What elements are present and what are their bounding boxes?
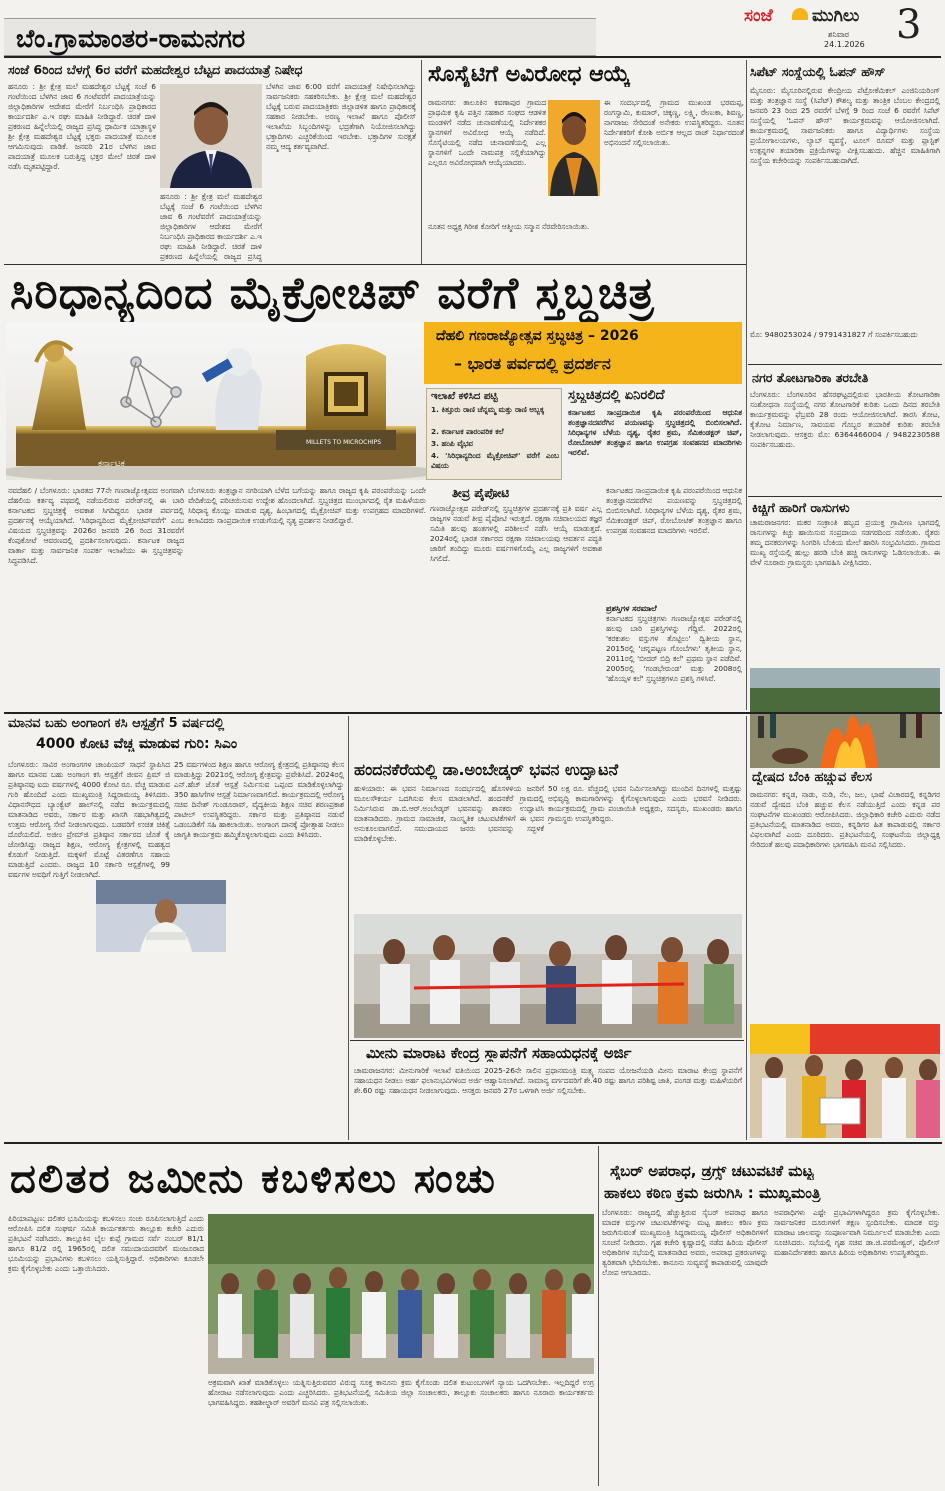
protest-photo <box>750 1024 940 1138</box>
society-tail: ನೂತನ ಅಧ್ಯಕ್ಷ ಗಿರೀಶ ಕೋರಿಗೆ ಆತ್ಮೀಯ ಸನ್ಮಾನ ನೆರವೇರಿಸಲಾಯಿತು. <box>428 222 590 231</box>
tableau-photo <box>6 322 430 480</box>
dalit-headline: ದಲಿತರ ಜಮೀನು ಕಬಳಿಸಲು ಸಂಚು <box>10 1156 497 1202</box>
officer-photo <box>160 84 262 188</box>
padayatra-body-under-photo: ಹನೂರು : ಶ್ರೀ ಕ್ಷೇತ್ರ ಮಲೆ ಮಹದೇಶ್ವರ ಬೆಟ್ಟಕ್ಕೆ ಸಂಜೆ 6 ಗಂಟೆಯಿಂದ ಬೆಳಗಿನ ಜಾವ 6 ಗಂಟೆವರೆಗೆ ಪಾದಯಾತ್ರೆಯನ್ನು ಜಿಲ್ಲಾಧಿಕಾರಿಗಳ ಆದೇಶದ ಮೇರೆಗೆ ನಿರ್ಬಂಧಿಸಿ ಪ್ರಾಧಿಕಾರದ ಕಾರ್ಯದರ್ಶಿ ಎ.ಇ ರಘು ಮಾಹಿತಿ ನೀಡಿದ್ದಾರೆ. ಚಿರತೆ ದಾಳಿ ಪ್ರಕರಣದ ಹಿನ್ನೆಲೆಯಲ್ಲಿ ರಾಜ್ಯದ ಪ್ರಸಿದ್ಧ <box>160 192 262 261</box>
ambedkar-headline: ಹಂದನಕೆರೆಯಲ್ಲಿ ಡಾ.ಅಂಬೇಡ್ಕರ್ ಭವನ ಉದ್ಘಾಟನೆ <box>354 760 619 779</box>
padayatra-body-left: ಹನೂರು : ಶ್ರೀ ಕ್ಷೇತ್ರ ಮಲೆ ಮಹದೇಶ್ವರ ಬೆಟ್ಟಕ್ಕೆ ಸಂಜೆ 6 ಗಂಟೆಯಿಂದ ಬೆಳಗಿನ ಜಾವ 6 ಗಂಟೆವರೆಗೆ ಪಾದಯಾತ್ರೆಯನ್ನು ಜಿಲ್ಲಾಧಿಕಾರಿಗಳ ಆದೇಶದ ಮೇರೆಗೆ ನಿರ್ಬಂಧಿಸಿ ಪ್ರಾಧಿಕಾರದ ಕಾರ್ಯದರ್ಶಿ ಎ.ಇ ರಘು ಮಾಹಿತಿ ನೀಡಿದ್ದಾರೆ. ಚಿರತೆ ದಾಳಿ ಪ್ರಕರಣದ ಹಿನ್ನೆಲೆಯಲ್ಲಿ ರಾಜ್ಯದ ಪ್ರಸಿದ್ಧ ಧಾರ್ಮಿಕ ಯಾತ್ರಾಸ್ಥಳ ಶ್ರೀ ಕ್ಷೇತ್ರ ಮಹದೇಶ್ವರ ಬೆಟ್ಟಕ್ಕೆ ಭಕ್ತರು ಪಾದಯಾತ್ರೆ ಮೂಲಕ ಆಗಮಿಸುವುದು ವಾಡಿಕೆ. ಜನವರಿ 21ರ ಬೆಳಗಿನ ಜಾವ ಪಾದಯಾತ್ರೆ ಮೂಲಕ ಬರುತ್ತಿದ್ದ ಭಕ್ತರ ಮೇಲೆ ಚಿರತೆ ದಾಳಿ ನಡೆಸಿ ಮೃತಪಟ್ಟಿದ್ದಾರೆ. <box>8 82 156 171</box>
issue-day: ಶನಿವಾರ <box>828 30 850 39</box>
fire-body: ಚಾಮರಾಜನಗರ: ಮಕರ ಸಂಕ್ರಾಂತಿ ಹಬ್ಬದ ಪ್ರಯುಕ್ತ ಗ್ರಾಮೀಣ ಭಾಗದಲ್ಲಿ ರಾಸುಗಳನ್ನು ಕಿಚ್ಚು ಹಾಯಿಸುವ ಸಂಪ್ರದಾಯ ಸಡಗರದಿಂದ ನಡೆಯಿತು. ರೈತರು ತಮ್ಮ ದನಕರುಗಳನ್ನು ಸಿಂಗರಿಸಿ ಬೆಂಕಿಯ ಮೇಲೆ ಹಾರಿಸಿ ಸಂಭ್ರಮಿಸಿದರು. ಗ್ರಾಮದ ಮುಖ್ಯ ರಸ್ತೆಯಲ್ಲಿ ಹುಲ್ಲು ಹರಡಿ ಬೆಂಕಿ ಹಚ್ಚಿ ರಾಸುಗಳನ್ನು ಓಡಿಸಲಾಯಿತು. ಈ ವೇಳೆ ನೂರಾರು ಗ್ರಾಮಸ್ಥರು ಭಾಗವಹಿಸಿ ವೀಕ್ಷಿಸಿದರು. <box>750 518 940 567</box>
list-item-4: 4. 'ಸಿರಿಧಾನ್ಯದಿಂದ ಮೈಕ್ರೋಚಿಪ್' ವರೆಗೆ ಎಂಬ ವಿಷಯ <box>431 451 559 470</box>
padayatra-headline: ಸಂಜೆ 6ರಿಂದ ಬೆಳಗ್ಗೆ 6ರ ವರೆಗೆ ಮಹದೇಶ್ವರ ಬೆಟ್ಟದ ಪಾದಯಾತ್ರೆ ನಿಷೇಧ <box>8 62 303 77</box>
feature-title: ಸ್ತಬ್ಧಚಿತ್ರದಲ್ಲಿ ಏನಿರಲಿದೆ <box>568 388 665 403</box>
organ-headline-2: 4000 ಕೋಟಿ ವೆಚ್ಚ ಮಾಡುವ ಗುರಿ: ಸಿಎಂ <box>36 736 238 752</box>
horti-headline: ನಗರ ತೋಟಗಾರಿಕಾ ತರಬೇತಿ <box>752 370 869 385</box>
fish-headline: ಮೀನು ಮಾರಾಟ ಕೇಂದ್ರ ಸ್ಥಾಪನೆಗೆ ಸಹಾಯಧನಕ್ಕೆ ಅರ್ಜಿ <box>366 1044 632 1062</box>
ribbon-line-1: ದೆಹಲಿ ಗಣರಾಜ್ಯೋತ್ಸವ ಸ್ತಬ್ಧಚಿತ್ರ – 2026 <box>436 328 639 344</box>
padayatra-body-right: ಬೆಳಗಿನ ಜಾವ 6:00 ವರೆಗೆ ಪಾದಯಾತ್ರೆ ನಿಷೇಧಿಸಲಾಗಿದ್ದು ಸಾರ್ವಜನಿಕರು ಸಹಕರಿಸಬೇಕು. ಶ್ರೀ ಕ್ಷೇತ್ರ ಮಲೆ ಮಹದೇಶ್ವರ ಬೆಟ್ಟಕ್ಕೆ ಬರುವ ಪಾದಯಾತ್ರಿಕರು ಜಿಲ್ಲಾಡಳಿತ ಹಾಗೂ ಪ್ರಾಧಿಕಾರಕ್ಕೆ ಸಹಕಾರ ನೀಡಬೇಕು. ಅರಣ್ಯ ಇಲಾಖೆ ಹಾಗೂ ಪೊಲೀಸ್ ಇಲಾಖೆಯ ಸಿಬ್ಬಂದಿಗಳನ್ನು ಭದ್ರತೆಗಾಗಿ ನಿಯೋಜಿಸಲಾಗಿದ್ದು ಭಕ್ತಾದಿಗಳು ಎಚ್ಚರಿಕೆಯಿಂದ ಇರಬೇಕು. ಭಕ್ತಾದಿಗಳ ಸುರಕ್ಷತೆ ನಮ್ಮ ಆದ್ಯ ಕರ್ತವ್ಯವಾಗಿದೆ. <box>266 82 416 151</box>
tableau-col2: ಬೆಂಗಳೂರು ತಂತ್ರಜ್ಞಾನ ನಗರಿಯಾಗಿ ಬೆಳೆದ ಬಗೆಯನ್ನು ಹಾಗೂ ರಾಜ್ಯದ ಕೃಷಿ ಪರಂಪರೆಯನ್ನು ಒಂದೇ ವೇದಿಕೆಯಲ್ಲಿ ಪರಿಚಯಿಸುವ ಉದ್ದೇಶ ಹೊಂದಲಾಗಿದೆ. ಸ್ತಬ್ಧಚಿತ್ರದ ಮುಂಭಾಗದಲ್ಲಿ ರೈತ ಮಹಿಳೆಯರು ಸಿರಿಧಾನ್ಯ ಕೊಯ್ಲು ಮಾಡುವ ದೃಶ್ಯ, ಹಿಂಭಾಗದಲ್ಲಿ ಮೈಕ್ರೋಚಿಪ್ ಮತ್ತು ಉಪಗ್ರಹದ ಮಾದರಿಗಳಿವೆ. ಕಲಾವಿದರು ಸಾಂಪ್ರದಾಯಿಕ ಉಡುಗೆಯಲ್ಲಿ ನೃತ್ಯ ಪ್ರದರ್ಶನ ನೀಡಲಿದ್ದಾರೆ. <box>188 486 426 525</box>
brand-sanje: ಸಂಜೆ <box>744 6 773 26</box>
fish-body: ಚಾಮರಾಜನಗರ: ಮೀನುಗಾರಿಕೆ ಇಲಾಖೆ ವತಿಯಿಂದ 2025-26ನೇ ಸಾಲಿನ ಪ್ರಧಾನಮಂತ್ರಿ ಮತ್ಸ್ಯ ಸಂಪದ ಯೋಜನೆಯಡಿ ಮೀನು ಮಾರಾಟ ಕೇಂದ್ರ ಸ್ಥಾಪನೆಗೆ ಸಹಾಯಧನ ನೀಡಲು ಅರ್ಹ ಫಲಾನುಭವಿಗಳಿಂದ ಅರ್ಜಿ ಆಹ್ವಾನಿಸಲಾಗಿದೆ. ಸಾಮಾನ್ಯ ವರ್ಗದವರಿಗೆ ಶೇ.40 ರಷ್ಟು ಹಾಗೂ ಪರಿಶಿಷ್ಟ ಜಾತಿ, ಪಂಗಡ ಮತ್ತು ಮಹಿಳೆಯರಿಗೆ ಶೇ.60 ರಷ್ಟು ಸಹಾಯಧನ ನೀಡಲಾಗುವುದು. ಆಸಕ್ತರು ಜನವರಿ 27ರ ಒಳಗಾಗಿ ಅರ್ಜಿ ಸಲ್ಲಿಸಬೇಕು. <box>354 1066 742 1095</box>
section-bar <box>4 18 596 56</box>
society-body-left: ರಾಮನಗರ: ತಾಲೂಕಿನ ಕವಣಾಪುರ ಗ್ರಾಮದ ಪ್ರಾಥಮಿಕ ಕೃಷಿ ಪತ್ತಿನ ಸಹಕಾರ ಸಂಘದ ಆಡಳಿತ ಮಂಡಳಿಗೆ ನಡೆದ ಚುನಾವಣೆಯಲ್ಲಿ ನಿರ್ದೇಶಕರ ಸ್ಥಾನಗಳಿಗೆ ಅವಿರೋಧ ಆಯ್ಕೆ ನಡೆದಿದೆ. ಸೊಸೈಟಿಯಲ್ಲಿ ನಡೆದ ಚುನಾವಣೆಯಲ್ಲಿ ಎಲ್ಲ ಸ್ಥಾನಗಳಿಗೆ ಒಂದೇ ನಾಮಪತ್ರ ಸಲ್ಲಿಕೆಯಾಗಿದ್ದು ಎಲ್ಲರೂ ಅವಿರೋಧವಾಗಿ ಆಯ್ಕೆಯಾದರು. <box>428 98 546 167</box>
cyber-body2: ಅಪರಾಧಿಗಳು ಎಷ್ಟೇ ಪ್ರಭಾವಿಗಳಾಗಿದ್ದರೂ ಕ್ರಮ ಕೈಗೊಳ್ಳಬೇಕು. ಸಾರ್ವಜನಿಕರ ದೂರುಗಳಿಗೆ ತಕ್ಷಣ ಸ್ಪಂದಿಸಬೇಕು. ಮಾದಕ ವಸ್ತು ಮಾರಾಟ ಜಾಲವನ್ನು ಸಂಪೂರ್ಣವಾಗಿ ನಿರ್ಮೂಲನೆ ಮಾಡಬೇಕು ಎಂದು ಸೂಚಿಸಿದರು. ಸಭೆಯಲ್ಲಿ ಗೃಹ ಸಚಿವ ಡಾ.ಜಿ.ಪರಮೇಶ್ವರ್, ಪೊಲೀಸ್ ಮಹಾನಿರ್ದೇಶಕರು ಹಾಗೂ ಹಿರಿಯ ಅಧಿಕಾರಿಗಳು ಉಪಸ್ಥಿತರಿದ್ದರು. <box>774 1208 940 1257</box>
issue-date: 24.1.2026 <box>824 40 865 49</box>
openhouse-phone: ಮೊ: 9480253024 / 9791431827 ಗೆ ಸಂಪರ್ಕಿಸಬಹುದು <box>750 330 918 339</box>
tableau-col4: ಕರ್ನಾಟಕದ ಸ್ತಬ್ಧಚಿತ್ರಗಳು ಗಣರಾಜ್ಯೋತ್ಸವ ಪರೇಡ್‌ನಲ್ಲಿ ಹಲವು ಬಾರಿ ಪ್ರಶಸ್ತಿಗಳನ್ನು ಗೆದ್ದಿವೆ. 2022ರಲ್ಲಿ 'ಕರಕುಶಲ ವಸ್ತುಗಳ ತೊಟ್ಟಿಲು' ದ್ವಿತೀಯ ಸ್ಥಾನ, 2015ರಲ್ಲಿ 'ಚನ್ನಪಟ್ಟಣ ಗೊಂಬೆಗಳು' ತೃತೀಯ ಸ್ಥಾನ, 2011ರಲ್ಲಿ 'ಬೀದರ್ ಬಿದ್ರಿ ಕಲೆ' ಪ್ರಥಮ ಸ್ಥಾನ ಪಡೆದಿವೆ. 2005ರಲ್ಲಿ 'ಗಂಡಭೇರುಂಡ' ಮತ್ತು 2008ರಲ್ಲಿ 'ಹೊಯ್ಸಳ ಕಲೆ' ಸ್ತಬ್ಧಚಿತ್ರಗಳೂ ಪ್ರಶಸ್ತಿ ಗಳಿಸಿವೆ. <box>606 614 742 683</box>
brand-mugilu: ಮುಗಿಲು <box>812 6 860 26</box>
organ-body: ಬೆಂಗಳೂರು: ಸಾವಿರ ಅಂಗಾಂಗಗಳ ಚಾಂಪಿಯನ್ ಸಾಧನೆ ಸ್ಥಾಪಿಸಿದ ಹಾಗೂ ಮಾನವ ಬಹು ಅಂಗಾಂಗ ಕಸಿ ಆಸ್ಪತ್ರೆಗೆ ಜೀವನ ಪ್ರಿಮ್ ಜಿ ಪ್ರತಿಷ್ಠಾನವು ಐದು ವರ್ಷಗಳಲ್ಲಿ 4000 ಕೋಟಿ ರೂ. ವೆಚ್ಚ ಮಾಡುವ ಗುರಿ ಹೊಂದಿದೆ ಎಂದು ಮುಖ್ಯಮಂತ್ರಿ ಸಿದ್ದರಾಮಯ್ಯ ತಿಳಿಸಿದರು. ವಿಧಾನಸೌಧದ ಬ್ಯಾಂಕ್ವೆಟ್ ಹಾಲ್‌ನಲ್ಲಿ ನಡೆದ ಕಾರ್ಯಕ್ರಮದಲ್ಲಿ ಮಾತನಾಡಿದ ಅವರು, ಸರ್ಕಾರ ಮತ್ತು ಖಾಸಗಿ ಸಹಭಾಗಿತ್ವದಲ್ಲಿ ಉತ್ತಮ ಆರೋಗ್ಯ ಸೇವೆ ನೀಡಲಾಗುವುದು. ಬಡವರಿಗೆ ಉಚಿತ ಚಿಕಿತ್ಸೆ ದೊರೆಯಲಿದೆ. ಅಜೀಂ ಪ್ರೇಮ್‌ಜಿ ಪ್ರತಿಷ್ಠಾನ ಸರ್ಕಾರದ ಜೊತೆ ಕೈ ಜೋಡಿಸಿದ್ದು ರಾಜ್ಯದ ಶಿಕ್ಷಣ, ಆರೋಗ್ಯ ಕ್ಷೇತ್ರಗಳಲ್ಲಿ ಮಹತ್ವದ ಕೊಡುಗೆ ನೀಡುತ್ತಿದೆ. ಮಕ್ಕಳಿಗೆ ಮೊಟ್ಟೆ ವಿತರಣೆಗೂ ಸಹಾಯ ಮಾಡುತ್ತಿದೆ ಎಂದರು. ರಾಜ್ಯದ 10 ಸರ್ಕಾರಿ ಆಸ್ಪತ್ರೆಗಳಲ್ಲಿ 99 ವರ್ಷಗಳ ಅವಧಿಗೆ ಗುತ್ತಿಗೆ ನೀಡಲಾಗಿದೆ. <box>8 760 170 879</box>
openhouse-body: ಮೈಸೂರು: ಮೈಸೂರಿನಲ್ಲಿರುವ ಕೇಂದ್ರೀಯ ಪೆಟ್ರೋಕೆಮಿಕಲ್ ಎಂಜಿನಿಯರಿಂಗ್ ಮತ್ತು ತಂತ್ರಜ್ಞಾನ ಸಂಸ್ಥೆ (ಸಿಪೆಟ್) ಕೌಶಲ್ಯ ಮತ್ತು ತಾಂತ್ರಿಕ ಬೆಂಬಲ ಕೇಂದ್ರದಲ್ಲಿ ಜನವರಿ 23 ರಿಂದ 25 ರವರೆಗೆ ಬೆಳಗ್ಗೆ 9 ರಿಂದ ಸಂಜೆ 6 ರವರೆಗೆ ಸಿಪೆಟ್ ಸಂಸ್ಥೆಯಲ್ಲಿ 'ಓಪನ್ ಹೌಸ್' ಕಾರ್ಯಕ್ರಮವನ್ನು ಆಯೋಜಿಸಲಾಗಿದೆ. ಕಾರ್ಯಕ್ರಮದಲ್ಲಿ ಸಾರ್ವಜನಿಕರು ಹಾಗೂ ವಿದ್ಯಾರ್ಥಿಗಳು ಸಂಸ್ಥೆಯ ಪ್ರಯೋಗಾಲಯಗಳು, ಲ್ಯಾಬ್ ವ್ಯವಸ್ಥೆ, ಟೂಲ್ ರೂಮ್ ಮತ್ತು ಪ್ಲಾಸ್ಟಿಕ್ ಉತ್ಪನ್ನಗಳ ತಯಾರಿಕಾ ಪ್ರಕ್ರಿಯೆಗಳನ್ನು ವೀಕ್ಷಿಸಬಹುದು. ಹೆಚ್ಚಿನ ಮಾಹಿತಿಗಾಗಿ ಸಂಸ್ಥೆಯ ಕಚೇರಿಯನ್ನು ಸಂಪರ್ಕಿಸಬಹುದಾಗಿದೆ. <box>750 86 940 165</box>
organ-body2: 25 ವರ್ಷಗಳಿಂದ ಶಿಕ್ಷಣ ಹಾಗೂ ಆರೋಗ್ಯ ಕ್ಷೇತ್ರದಲ್ಲಿ ಪ್ರತಿಷ್ಠಾನವು ಕೆಲಸ ಮಾಡುತ್ತಿದ್ದು 2021ರಲ್ಲಿ ಆರೋಗ್ಯ ಕ್ಷೇತ್ರವನ್ನು ಪ್ರವೇಶಿಸಿದೆ. 2024ರಲ್ಲಿ ಎನ್.ಹೆಚ್ ಜೊತೆ ಆಸ್ಪತ್ರೆ ನಿರ್ಮಿಸುವ ಒಪ್ಪಂದ ಮಾಡಿಕೊಳ್ಳಲಾಗಿದ್ದು 350 ಹಾಸಿಗೆಗಳ ಆಸ್ಪತ್ರೆ ನಿರ್ಮಾಣವಾಗಲಿದೆ. ಕಾರ್ಯಕ್ರಮದಲ್ಲಿ ಆರೋಗ್ಯ ಸಚಿವ ದಿನೇಶ್ ಗುಂಡೂರಾವ್, ವೈದ್ಯಕೀಯ ಶಿಕ್ಷಣ ಸಚಿವ ಶರಣಪ್ರಕಾಶ ಪಾಟೀಲ್ ಉಪಸ್ಥಿತರಿದ್ದರು. ಸರ್ಕಾರ ಮತ್ತು ಪ್ರತಿಷ್ಠಾನದ ನಡುವೆ ಒಡಂಬಡಿಕೆಗೆ ಸಹಿ ಹಾಕಲಾಯಿತು. ಅಂಗಾಂಗ ದಾನಕ್ಕೆ ಪ್ರೋತ್ಸಾಹ ನೀಡಲು ಜಾಗೃತಿ ಕಾರ್ಯಕ್ರಮ ಹಮ್ಮಿಕೊಳ್ಳಲಾಗುವುದು ಎಂದು ತಿಳಿಸಿದರು. <box>174 760 344 839</box>
list-item-1: 1. ಕಿತ್ತೂರು ರಾಣಿ ಚೆನ್ನಮ್ಮ ಮತ್ತು ರಾಣಿ ಅಬ್ಬಕ್ಕ <box>431 405 545 414</box>
cyber-headline-1: ಸೈಬರ್ ಅಪರಾಧ, ಡ್ರಗ್ಸ್ ಚಟುವಟಿಕೆ ಮಟ್ಟ <box>610 1162 814 1180</box>
protest-headline: ದ್ವೇಷದ ಬೆಂಕಿ ಹಚ್ಚುವ ಕೆಲಸ <box>752 770 872 785</box>
tableau-col4-top: ಕರ್ನಾಟಕದ ಸಾಂಪ್ರದಾಯಿಕ ಕೃಷಿ ಪರಂಪರೆಯಿಂದ ಆಧುನಿಕ ತಂತ್ರಜ್ಞಾನದವರೆಗಿನ ಪಯಣವನ್ನು ಸ್ತಬ್ಧಚಿತ್ರದಲ್ಲಿ ಬಿಂಬಿಸಲಾಗಿದೆ. ಸಿರಿಧಾನ್ಯಗಳ ಬೆಳೆಯ ದೃಶ್ಯ, ರೈತರ ಶ್ರಮ, ಸೆಮಿಕಂಡಕ್ಟರ್ ಚಿಪ್, ರೋಬೋಟಿಕ್ ತಂತ್ರಜ್ಞಾನ ಹಾಗೂ ಉಪಗ್ರಹ ಸಂವಹನದ ಮಾದರಿಗಳು ಇರಲಿವೆ. <box>606 486 742 535</box>
cyber-headline-2: ಹಾಕಲು ಕಠಿಣ ಕ್ರಮ ಜರುಗಿಸಿ : ಮುಖ್ಯಮಂತ್ರಿ <box>604 1184 821 1202</box>
tableau-ribbon <box>424 322 742 384</box>
cyber-body: ಬೆಂಗಳೂರು: ರಾಜ್ಯದಲ್ಲಿ ಹೆಚ್ಚುತ್ತಿರುವ ಸೈಬರ್ ಅಪರಾಧ ಹಾಗೂ ಮಾದಕ ವಸ್ತುಗಳ ಚಟುವಟಿಕೆಗಳನ್ನು ಮಟ್ಟ ಹಾಕಲು ಕಠಿಣ ಕ್ರಮ ಜರುಗಿಸುವಂತೆ ಮುಖ್ಯಮಂತ್ರಿ ಸಿದ್ದರಾಮಯ್ಯ ಪೊಲೀಸ್ ಅಧಿಕಾರಿಗಳಿಗೆ ಸೂಚನೆ ನೀಡಿದರು. ಗೃಹ ಕಚೇರಿ ಕೃಷ್ಣಾದಲ್ಲಿ ನಡೆದ ಹಿರಿಯ ಪೊಲೀಸ್ ಅಧಿಕಾರಿಗಳ ಸಭೆಯಲ್ಲಿ ಮಾತನಾಡಿದ ಅವರು, ಅಪರಾಧ ಪ್ರಕರಣಗಳನ್ನು ತ್ವರಿತವಾಗಿ ಭೇದಿಸಬೇಕು. ಕಾನೂನು ಸುವ್ಯವಸ್ಥೆ ಕಾಪಾಡುವಲ್ಲಿ ಯಾವುದೇ ಲೋಪ ಆಗಬಾರದು. <box>602 1208 768 1277</box>
tableau-col4-title: ಪ್ರಶಸ್ತಿಗಳ ಸರಮಾಲೆ <box>606 604 657 613</box>
ribbon-line-2: – ಭಾರತ ಪರ್ವದಲ್ಲಿ ಪ್ರದರ್ಶನ <box>454 354 611 373</box>
tableau-banner-text: MILLETS TO MICROCHIPS <box>306 439 382 446</box>
page-number: 3 <box>896 2 922 48</box>
brand-sun-icon <box>792 8 808 20</box>
ambedkar-body: ಹುಳಿಯಾರು: ಈ ಭವನ ನಿರ್ಮಾಣದ ಸಂದರ್ಭದಲ್ಲಿ ಹೊಸಳಳಿಯ ಜನರಿಗೆ ಮೂಲಸೌಕರ್ಯ ಒದಗಿಸುವ ಕೆಲಸ ಮಾಡಲಾಗಿದೆ. ಹಂದನಕೆರೆ ಗ್ರಾಮದಲ್ಲಿ ನಿರ್ಮಿಸಿರುವ ಡಾ.ಬಿ.ಆರ್.ಅಂಬೇಡ್ಕರ್ ಭವನವನ್ನು ಶಾಸಕರು ಉದ್ಘಾಟಿಸಿ ಮಾತನಾಡಿದರು. ಗ್ರಾಮದ ಸಾಮಾಜಿಕ, ಸಾಂಸ್ಕೃತಿಕ ಚಟುವಟಿಕೆಗಳಿಗೆ ಈ ಭವನ ಅನುಕೂಲವಾಗಲಿದೆ. ಸಮುದಾಯದ ಜನರು ಭವನವನ್ನು ಸದ್ಬಳಕೆ ಮಾಡಿಕೊಳ್ಳಬೇಕು. <box>354 784 544 843</box>
tableau-col1: ನವದೆಹಲಿ / ಬೆಂಗಳೂರು: ಭಾರತದ 77ನೇ ಗಣರಾಜ್ಯೋತ್ಸವದ ಅಂಗವಾಗಿ ದೆಹಲಿಯ ಕರ್ತವ್ಯ ಪಥದಲ್ಲಿ ನಡೆಯಲಿರುವ ಪರೇಡ್‌ನಲ್ಲಿ ಈ ಬಾರಿ ಕರ್ನಾಟಕದ ಸ್ತಬ್ಧಚಿತ್ರಕ್ಕೆ ಅವಕಾಶ ಸಿಗದಿದ್ದರೂ ಭಾರತ ಪರ್ವದಲ್ಲಿ ಪ್ರದರ್ಶನಕ್ಕೆ ಆಯ್ಕೆಯಾಗಿದೆ. 'ಸಿರಿಧಾನ್ಯದಿಂದ ಮೈಕ್ರೋಚಿಪ್‌ವರೆಗೆ' ಎಂಬ ವಿಷಯದ ಸ್ತಬ್ಧಚಿತ್ರವನ್ನು 2026ರ ಜನವರಿ 26 ರಿಂದ 31ರವರೆಗೆ ಕೆಂಪುಕೋಟೆ ಆವರಣದಲ್ಲಿ ಪ್ರದರ್ಶಿಸಲಾಗುವುದು. ಕರ್ನಾಟಕ ರಾಜ್ಯದ ವಾರ್ತಾ ಮತ್ತು ಸಾರ್ವಜನಿಕ ಸಂಪರ್ಕ ಇಲಾಖೆಯು ಈ ಸ್ತಬ್ಧಚಿತ್ರವನ್ನು ಸಿದ್ಧಪಡಿಸಿದೆ. <box>8 486 184 565</box>
fire-headline: ಕಿಚ್ಚಿಗೆ ಹಾರಿಗೆ ರಾಸುಗಳು <box>752 500 850 515</box>
list-box <box>426 388 562 480</box>
tableau-col3: ಗಣರಾಜ್ಯೋತ್ಸವ ಪರೇಡ್‌ನಲ್ಲಿ ಸ್ತಬ್ಧಚಿತ್ರಗಳ ಪ್ರದರ್ಶನಕ್ಕೆ ಪ್ರತಿ ವರ್ಷ ಎಲ್ಲ ರಾಜ್ಯಗಳ ನಡುವೆ ತೀವ್ರ ಪೈಪೋಟಿ ಇರುತ್ತದೆ. ರಕ್ಷಣಾ ಸಚಿವಾಲಯದ ತಜ್ಞರ ಸಮಿತಿ ಹಲವು ಹಂತಗಳಲ್ಲಿ ಪರಿಶೀಲನೆ ನಡೆಸಿ ಆಯ್ಕೆ ಮಾಡುತ್ತದೆ. 2024ರಲ್ಲಿ ಭಾರತ ಸರ್ಕಾರದ ರಕ್ಷಣಾ ಸಚಿವಾಲಯವು ಆವರ್ತನ ಪದ್ಧತಿ ಜಾರಿಗೆ ತಂದಿದ್ದು ಮೂರು ವರ್ಷಗಳಿಗೊಮ್ಮೆ ಎಲ್ಲ ರಾಜ್ಯಗಳಿಗೆ ಅವಕಾಶ ಸಿಗಲಿದೆ. <box>430 504 602 563</box>
feature-body: ಕರ್ನಾಟಕದ ಸಾಂಪ್ರದಾಯಿಕ ಕೃಷಿ ಪರಂಪರೆಯಿಂದ ಆಧುನಿಕ ತಂತ್ರಜ್ಞಾನದವರೆಗಿನ ಪಯಣವನ್ನು ಸ್ತಬ್ಧಚಿತ್ರದಲ್ಲಿ ಬಿಂಬಿಸಲಾಗಿದೆ. ಸಿರಿಧಾನ್ಯಗಳ ಬೆಳೆಯ ದೃಶ್ಯ, ರೈತರ ಶ್ರಮ, ಸೆಮಿಕಂಡಕ್ಟರ್ ಚಿಪ್, ರೋಬೋಟಿಕ್ ತಂತ್ರಜ್ಞಾನ ಹಾಗೂ ಉಪಗ್ರಹ ಸಂವಹನದ ಮಾದರಿಗಳು ಇರಲಿವೆ. <box>568 408 742 457</box>
cattle-fire-photo <box>750 668 940 768</box>
officer-portrait <box>160 84 262 188</box>
tableau-headline: ಸಿರಿಧಾನ್ಯದಿಂದ ಮೈಕ್ರೋಚಿಪ್ ವರೆಗೆ ಸ್ತಬ್ಧಚಿತ್ರ <box>10 268 655 319</box>
list-item-3: 3. ಹಂಪಿ ವೈಭವ <box>431 439 473 448</box>
openhouse-headline: ಸಿಪೆಟ್ ಸಂಸ್ಥೆಯಲ್ಲಿ ಓಪನ್ ಹೌಸ್ <box>750 64 886 79</box>
tableau-col3-title: ತೀವ್ರ ಪೈಪೋಟಿ <box>452 486 510 500</box>
tableau-banner-label: ಕರ್ನಾಟಕ <box>98 459 125 469</box>
dalit-body: ಪಿರಿಯಾಪಟ್ಟಣ: ದಲಿತರ ಭೂಮಿಯನ್ನು ಕಬಳಿಸಲು ಸಂಚು ರೂಪಿಸಲಾಗುತ್ತಿದೆ ಎಂದು ಆರೋಪಿಸಿ ದಲಿತ ಸಂಘರ್ಷ ಸಮಿತಿ ಕಾರ್ಯಕರ್ತರು ತಾಲ್ಲೂಕು ಕಚೇರಿ ಎದುರು ಪ್ರತಿಭಟನೆ ನಡೆಸಿದರು. ತಾಲ್ಲೂಕಿನ ಬೈಲ ಕುಪ್ಪೆ ಗ್ರಾಮದ ಸರ್ವೆ ನಂಬರ್ 81/1 ಹಾಗೂ 81/2 ರಲ್ಲಿ 1965ರಲ್ಲಿ ದಲಿತ ಸಮುದಾಯದವರಿಗೆ ಮಂಜೂರಾದ ಭೂಮಿಯನ್ನು ಪ್ರಭಾವಿಗಳು ಕಬಳಿಸಲು ಯತ್ನಿಸುತ್ತಿದ್ದಾರೆ. ಅಧಿಕಾರಿಗಳು ಕೂಡಲೇ ಕ್ರಮ ಕೈಗೊಳ್ಳಬೇಕು ಎಂದು ಒತ್ತಾಯಿಸಿದರು. <box>8 1214 204 1273</box>
horti-body: ಬೆಂಗಳೂರು: ಬೆಂಗಳೂರಿನ ಹೆಸರಘಟ್ಟದಲ್ಲಿರುವ ಭಾರತೀಯ ತೋಟಗಾರಿಕಾ ಸಂಶೋಧನಾ ಸಂಸ್ಥೆಯಲ್ಲಿ ನಗರ ತೋಟಗಾರಿಕೆ ಕುರಿತು ಒಂದು ದಿನದ ತರಬೇತಿ ಕಾರ್ಯಕ್ರಮವನ್ನು ಫೆಬ್ರವರಿ 28 ರಂದು ಆಯೋಜಿಸಲಾಗಿದೆ. ತಾರಸಿ ತೋಟ, ಕೈತೋಟ ನಿರ್ಮಾಣ, ಸಾವಯವ ಗೊಬ್ಬರ ತಯಾರಿಕೆ ಕುರಿತು ತರಬೇತಿ ನೀಡಲಾಗುವುದು. ಆಸಕ್ತರು ಮೊ: 6364466004 / 9482230588 ಸಂಪರ್ಕಿಸಬಹುದು. <box>750 390 940 449</box>
list-item-2: 2. ಕರ್ನಾಟಕ ಪಾರಂಪರಿಕ ಕಲೆ <box>431 427 504 436</box>
society-body-right: ಈ ಸಂದರ್ಭದಲ್ಲಿ ಗ್ರಾಮದ ಮುಖಂಡ ಭರಮಪ್ಪ, ರಂಗಸ್ವಾಮಿ, ಕುಮಾರ್, ಚಿಕ್ಕಣ್ಣ, ಲಕ್ಷ್ಮಿ, ರೇಣುಕಾ, ಶಿವಣ್ಣ, ನಾಗರಾಜು ಸೇರಿದಂತೆ ಅನೇಕರು ಉಪಸ್ಥಿತರಿದ್ದರು. ನೂತನ ನಿರ್ದೇಶಕರಿಗೆ ಕೋಶಿ ಅರ್ಬಿಕ ಆಲ್ಲದ ರಾಜ್ ನಿರ್ಧಾರದಂತೆ ಅಭಿನಂದನೆ ಸಲ್ಲಿಸಲಾಯಿತು. <box>604 98 744 147</box>
section-title: ಬೆಂ.ಗ್ರಾಮಾಂತರ-ರಾಮನಗರ <box>16 24 246 53</box>
ambedkar-photo <box>354 914 742 1038</box>
dalit-photo <box>208 1214 594 1374</box>
organ-headline-1: ಮಾನವ ಬಹು ಅಂಗಾಂಗ ಕಸಿ ಆಸ್ಪತ್ರೆಗೆ 5 ವರ್ಷದಲ್ಲಿ <box>8 716 225 731</box>
protest-body: ರಾಮನಗರ: ಕನ್ನಡ, ನಾಡು, ನುಡಿ, ನೆಲ, ಜಲ, ಭಾಷೆ ವಿಚಾರದಲ್ಲಿ ಕನ್ನಡಿಗರ ನಡುವೆ ದ್ವೇಷದ ಬೆಂಕಿ ಹಚ್ಚುವ ಕೆಲಸ ನಡೆಯುತ್ತಿದೆ ಎಂದು ಕನ್ನಡ ಪರ ಸಂಘಟನೆಗಳ ಮುಖಂಡರು ಆರೋಪಿಸಿದರು. ಜಿಲ್ಲಾಧಿಕಾರಿ ಕಚೇರಿ ಎದುರು ನಡೆದ ಪ್ರತಿಭಟನೆಯಲ್ಲಿ ಮಾತನಾಡಿದ ಅವರು, ಕನ್ನಡಿಗರ ಹಿತ ಕಾಪಾಡುವಲ್ಲಿ ಸರ್ಕಾರ ವಿಫಲವಾಗಿದೆ ಎಂದು ದೂರಿದರು. ಪ್ರತಿಭಟನೆಯಲ್ಲಿ ಸಂಘಟನೆಯ ಜಿಲ್ಲಾಧ್ಯಕ್ಷ ಸೇರಿದಂತೆ ಹಲವು ಪದಾಧಿಕಾರಿಗಳು ಭಾಗವಹಿಸಿ ಮನವಿ ಸಲ್ಲಿಸಿದರು. <box>750 790 940 849</box>
ambedkar-body2: 50 ಲಕ್ಷ ರೂ. ವೆಚ್ಚದಲ್ಲಿ ಭವನ ನಿರ್ಮಿಸಲಾಗಿದ್ದು ಮುಂದಿನ ದಿನಗಳಲ್ಲಿ ಮತ್ತಷ್ಟು ಅಭಿವೃದ್ಧಿ ಕಾಮಗಾರಿಗಳನ್ನು ಕೈಗೊಳ್ಳಲಾಗುವುದು ಎಂದು ಭರವಸೆ ನೀಡಿದರು. ಕಾರ್ಯಕ್ರಮದಲ್ಲಿ ಗ್ರಾಮ ಪಂಚಾಯಿತಿ ಅಧ್ಯಕ್ಷರು, ಸದಸ್ಯರು, ಮುಖಂಡರು ಹಾಗೂ ಗ್ರಾಮಸ್ಥರು ಉಪಸ್ಥಿತರಿದ್ದರು. <box>548 784 742 823</box>
list-box-title: ಇಲಾಖೆ ಕಳಿಸಿದ ಪಟ್ಟಿ <box>431 391 498 402</box>
dalit-body2: ಅಕ್ರಮವಾಗಿ ಖಾತೆ ಮಾಡಿಕೊಳ್ಳಲು ಯತ್ನಿಸುತ್ತಿರುವವರ ವಿರುದ್ಧ ಸೂಕ್ತ ಕಾನೂನು ಕ್ರಮ ಕೈಗೊಂಡು ದಲಿತ ಕುಟುಂಬಗಳಿಗೆ ನ್ಯಾಯ ಒದಗಿಸಬೇಕು. ಇಲ್ಲದಿದ್ದರೆ ಉಗ್ರ ಹೋರಾಟ ನಡೆಸಲಾಗುವುದು ಎಂದು ಎಚ್ಚರಿಸಿದರು. ಪ್ರತಿಭಟನೆಯಲ್ಲಿ ಸಮಿತಿಯ ಜಿಲ್ಲಾ ಸಂಚಾಲಕರು, ತಾಲ್ಲೂಕು ಸಂಚಾಲಕರು ಹಾಗೂ ನೂರಾರು ಕಾರ್ಯಕರ್ತರು ಭಾಗವಹಿಸಿದ್ದರು. ತಹಶೀಲ್ದಾರ್ ಅವರಿಗೆ ಮನವಿ ಪತ್ರ ಸಲ್ಲಿಸಲಾಯಿತು. <box>208 1378 594 1407</box>
masthead-brand <box>740 4 940 54</box>
society-headline: ಸೊಸೈಟಿಗೆ ಅವಿರೋಧ ಆಯ್ಕೆ <box>428 62 631 87</box>
society-photo <box>548 100 600 196</box>
